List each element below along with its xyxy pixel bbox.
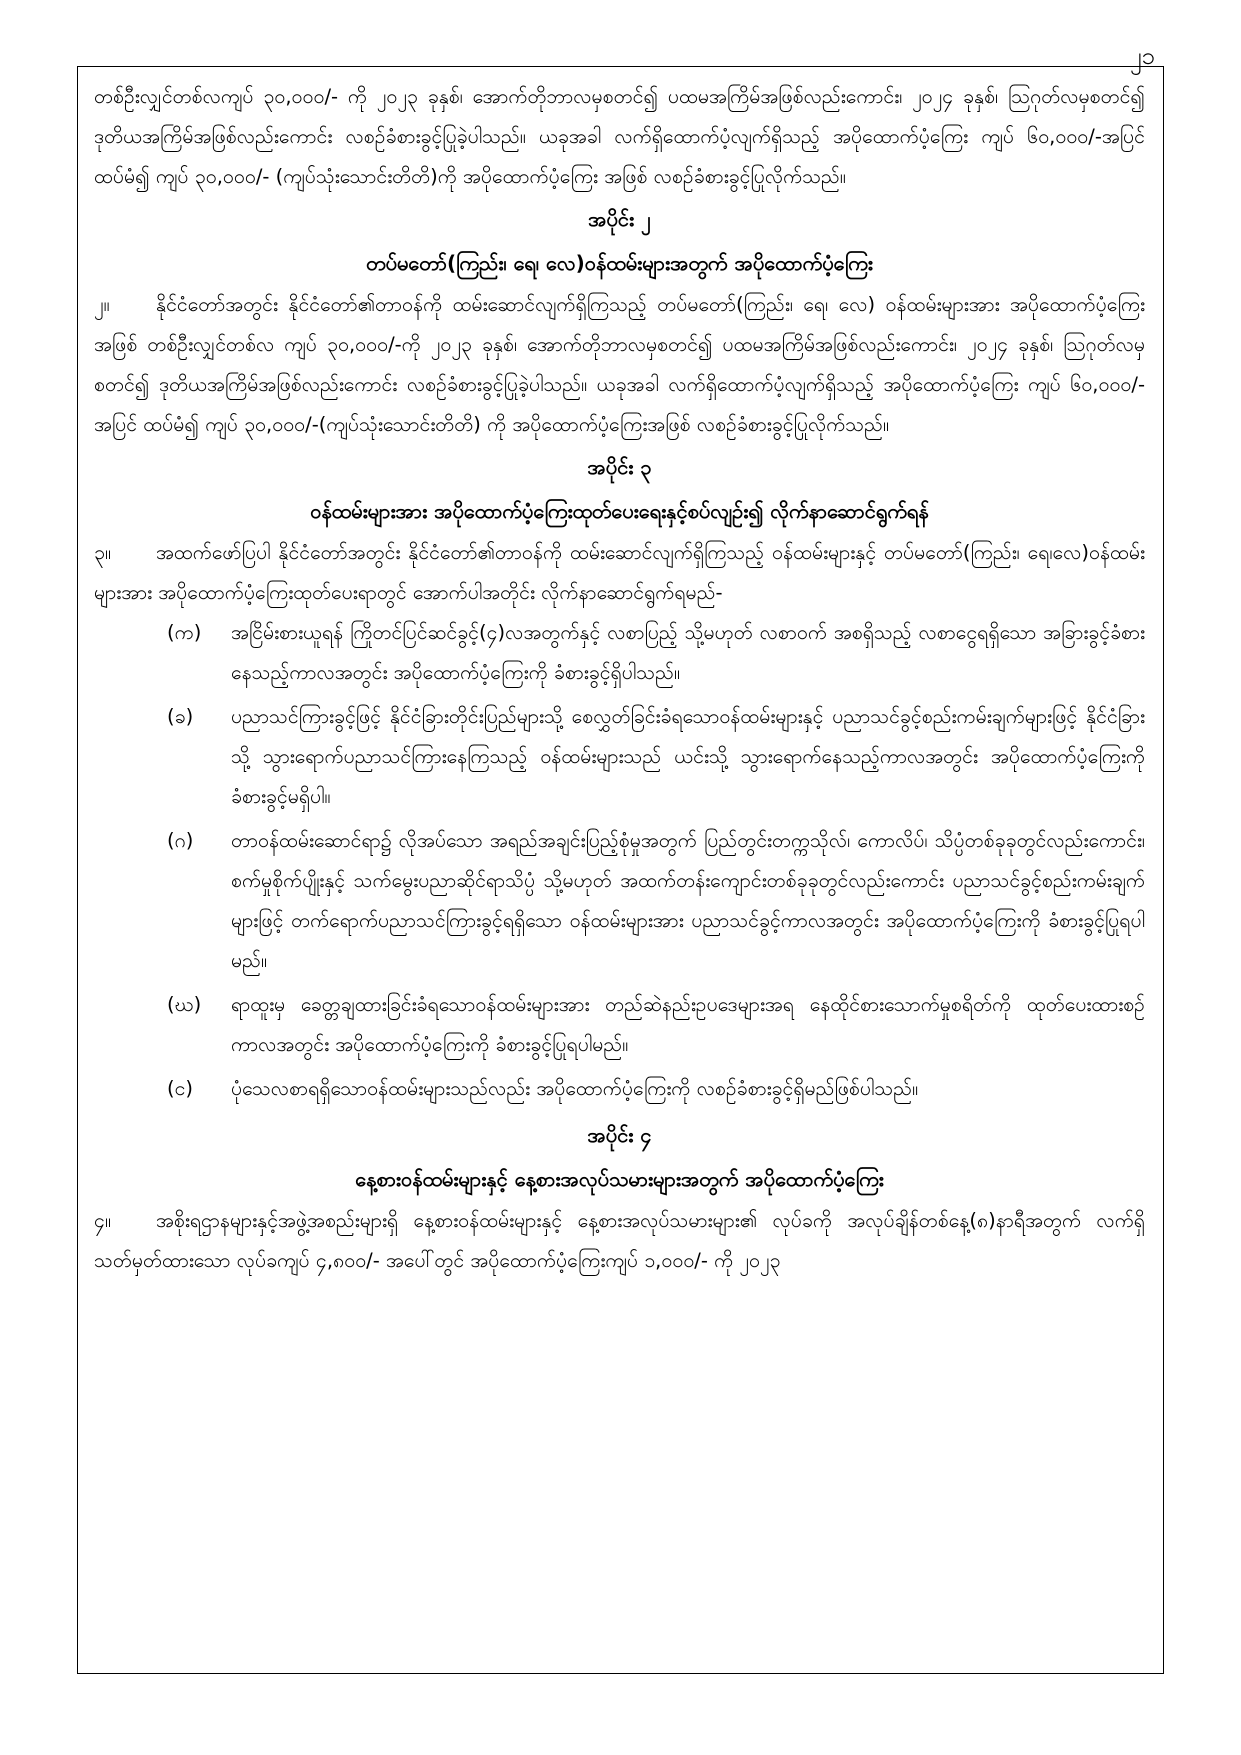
sub-item-label: (င) — [167, 1077, 194, 1100]
sub-item-text: အငြိမ်းစားယူရန် ကြိုတင်ပြင်ဆင်ခွင့်(၄)လအတွက်နှင့် လစာပြည့် သို့မဟုတ် လစာဝက် အစရှိသည့် လစာငွေရရှိသော အခြားခွင့်ခံစားနေသည့်ကာလအတွင်း အပိုထောက်ပံ့ကြေးကို ခံစားခွင့်ရှိပါသည်။ — [231, 621, 1145, 684]
page-number: ၂၁ — [1129, 42, 1155, 70]
section-3-title: ဝန်ထမ်းများအား အပိုထောက်ပံ့ကြေးထုတ်ပေးရေးနှင့်စပ်လျဉ်း၍ လိုက်နာဆောင်ရွက်ရန် — [310, 499, 929, 523]
paragraph-4-number: ၄။ — [94, 1209, 111, 1232]
paragraph-2-number: ၂။ — [94, 293, 110, 316]
sub-item-label: (ခ) — [167, 705, 194, 728]
sub-item-label: (က) — [167, 621, 202, 644]
paragraph-4-text: အစိုးရဌာနများနှင့်အဖွဲ့အစည်းများရှိ နေ့စားဝန်ထမ်းများနှင့် နေ့စားအလုပ်သမားများ၏ လုပ်ခကို အလုပ်ချိန်တစ်နေ့(၈)နာရီအတွက် လက်ရှိသတ်မှတ်ထားသော လုပ်ခကျပ် ၄,၈၀၀/- အပေါ်တွင် အပိုထောက်ပံ့ကြေးကျပ် ၁,၀၀၀/- ကို ၂၀၂၃ — [94, 1209, 1145, 1272]
paragraph-3-text: အထက်ဖော်ပြပါ နိုင်ငံတော်အတွင်း နိုင်ငံတော်၏တာဝန်ကို ထမ်းဆောင်လျက်ရှိကြသည့် ဝန်ထမ်းများနှင့် တပ်မတော်(ကြည်း၊ ရေ၊လေ)ဝန်ထမ်းများအား အပိုထောက်ပံ့ကြေးထုတ်ပေးရာတွင် အောက်ပါအတိုင်း လိုက်နာဆောင်ရွက်ရမည်- — [94, 541, 1145, 604]
sub-item-text: တာဝန်ထမ်းဆောင်ရာ၌ လိုအပ်သော အရည်အချင်းပြည့်စုံမှုအတွက် ပြည်တွင်းတက္ကသိုလ်၊ ကောလိပ်၊ သိပ္ပံတစ်ခုခုတွင်လည်းကောင်း၊ စက်မှုစိုက်ပျိုးနှင့် သက်မွေးပညာဆိုင်ရာသိပ္ပံ သို့မဟုတ် အထက်တန်းကျောင်းတစ်ခုခုတွင်လည်းကောင်း ပညာသင်ခွင့်စည်းကမ်းချက်များဖြင့် တက်ရောက်ပညာသင်ကြားခွင့်ရရှိသော ဝန်ထမ်းများအား ပညာသင်ခွင့်ကာလအတွင်း အပိုထောက်ပံ့ကြေးကို ခံစားခွင့်ပြုရပါမည်။ — [231, 829, 1145, 972]
sub-item-label: (ဃ) — [167, 993, 202, 1016]
sub-item-text: ပုံသေလစာရရှိသောဝန်ထမ်းများသည်လည်း အပိုထောက်ပံ့ကြေးကို လစဉ်ခံစားခွင့်ရှိမည်ဖြစ်ပါသည်။ — [231, 1077, 918, 1100]
section-4-heading: အပိုင်း ၄ — [587, 1123, 652, 1147]
paragraph-3-number: ၃။ — [94, 541, 111, 564]
section-3-heading: အပိုင်း ၃ — [587, 455, 652, 479]
sub-item-text: ပညာသင်ကြားခွင့်ဖြင့် နိုင်ငံခြားတိုင်းပြည်များသို့ စေလွှတ်ခြင်းခံရသောဝန်ထမ်းများနှင့် ပညာသင်ခွင့်စည်းကမ်းချက်များဖြင့် နိုင်ငံခြားသို့ သွားရောက်ပညာသင်ကြားနေကြသည့် ဝန်ထမ်းများသည် ယင်းသို့ သွားရောက်နေသည့်ကာလအတွင်း အပိုထောက်ပံ့ကြေးကို ခံစားခွင့်မရှိပါ။ — [231, 705, 1145, 808]
paragraph-3 — [94, 533, 1145, 613]
document-frame — [77, 66, 1164, 1674]
sub-item-ka — [167, 613, 1145, 697]
intro-paragraph: တစ်ဦးလျှင်တစ်လကျပ် ၃၀,၀၀၀/- ကို ၂၀၂၃ ခုနှစ်၊ အောက်တိုဘာလမှစတင်၍ ပထမအကြိမ်အဖြစ်လည်းကောင်း၊ ၂၀၂၄ ခုနှစ်၊ ဩဂုတ်လမှစတင်၍ ဒုတိယအကြိမ်အဖြစ်လည်းကောင်း လစဉ်ခံစားခွင့်ပြုခဲ့ပါသည်။ ယခုအခါ လက်ရှိထောက်ပံ့လျက်ရှိသည့် အပိုထောက်ပံ့ကြေး ကျပ် ၆၀,၀၀၀/-အပြင် ထပ်မံ၍ ကျပ် ၃၀,၀၀၀/- (ကျပ်သုံးသောင်းတိတိ)ကို အပိုထောက်ပံ့ကြေး အဖြစ် လစဉ်ခံစားခွင့်ပြုလိုက်သည်။ — [94, 85, 1145, 188]
sub-item-text: ရာထူးမှ ခေတ္တချထားခြင်းခံရသောဝန်ထမ်းများအား တည်ဆဲနည်းဥပဒေများအရ နေထိုင်စားသောက်မှုစရိတ်ကို ထုတ်ပေးထားစဉ်ကာလအတွင်း အပိုထောက်ပံ့ကြေးကို ခံစားခွင့်ပြုရပါမည်။ — [231, 993, 1145, 1056]
section-2-title: တပ်မတော်(ကြည်း၊ ရေ၊ လေ)ဝန်ထမ်းများအတွက် အပိုထောက်ပံ့ကြေး — [366, 251, 873, 275]
paragraph-2-text: နိုင်ငံတော်အတွင်း နိုင်ငံတော်၏တာဝန်ကို ထမ်းဆောင်လျက်ရှိကြသည့် တပ်မတော်(ကြည်း၊ ရေ၊ လေ) ဝန်ထမ်းများအား အပိုထောက်ပံ့ကြေးအဖြစ် တစ်ဦးလျှင်တစ်လ ကျပ် ၃၀,၀၀၀/-ကို ၂၀၂၃ ခုနှစ်၊ အောက်တိုဘာလမှစတင်၍ ပထမအကြိမ်အဖြစ်လည်းကောင်း၊ ၂၀၂၄ ခုနှစ်၊ ဩဂုတ်လမှစတင်၍ ဒုတိယအကြိမ်အဖြစ်လည်းကောင်း လစဉ်ခံစားခွင့်ပြုခဲ့ပါသည်။ ယခုအခါ လက်ရှိထောက်ပံ့လျက်ရှိသည့် အပိုထောက်ပံ့ကြေး ကျပ် ၆၀,၀၀၀/- အပြင် ထပ်မံ၍ ကျပ် ၃၀,၀၀၀/-(ကျပ်သုံးသောင်းတိတိ) ကို အပိုထောက်ပံ့ကြေးအဖြစ် လစဉ်ခံစားခွင့်ပြုလိုက်သည်။ — [94, 293, 1145, 436]
paragraph-4 — [94, 1201, 1145, 1281]
section-4-title: နေ့စားဝန်ထမ်းများနှင့် နေ့စားအလုပ်သမားများအတွက် အပိုထောက်ပံ့ကြေး — [355, 1167, 884, 1191]
paragraph-2 — [94, 285, 1145, 445]
sub-item-ga — [167, 821, 1145, 985]
sub-item-nga — [167, 1069, 1145, 1113]
sub-item-gha — [167, 985, 1145, 1069]
sub-item-label: (ဂ) — [167, 829, 194, 852]
sub-item-kha — [167, 697, 1145, 821]
section-2-heading: အပိုင်း ၂ — [588, 207, 651, 231]
